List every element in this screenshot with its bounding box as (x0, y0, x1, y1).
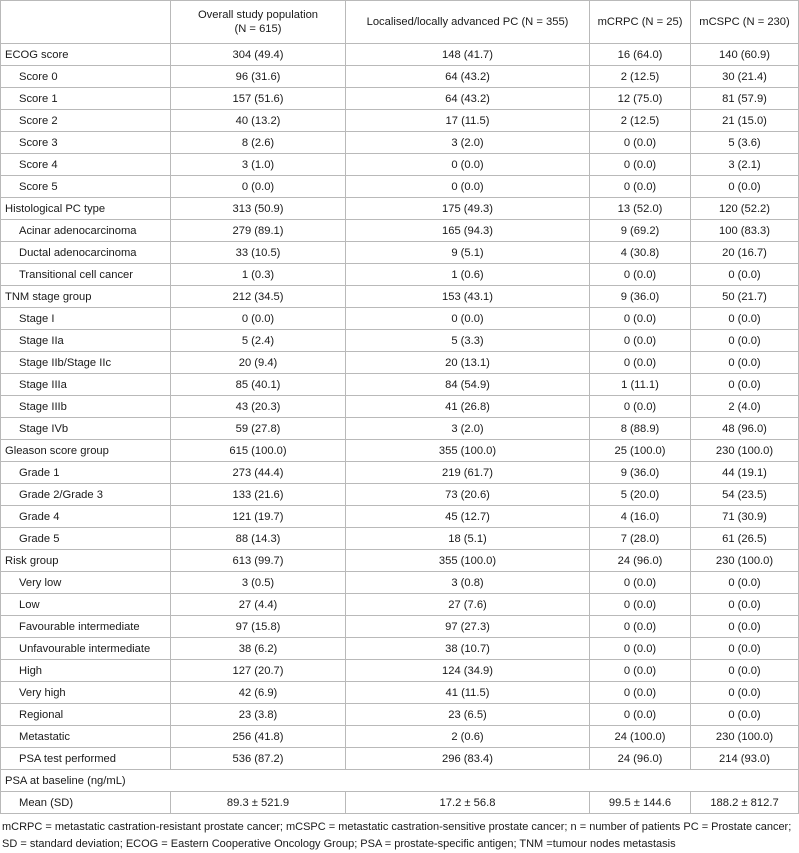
row-value: 42 (6.9) (171, 682, 346, 704)
row-label: Score 0 (1, 66, 171, 88)
row-value: 4 (16.0) (590, 506, 691, 528)
row-value: 0 (0.0) (590, 616, 691, 638)
table-row (1, 440, 799, 462)
table-body (1, 44, 799, 814)
header-mcrpc-label: mCRPC (N = 25) (597, 16, 683, 28)
row-value: 44 (19.1) (691, 462, 799, 484)
row-value: 120 (52.2) (691, 198, 799, 220)
row-label: Score 4 (1, 154, 171, 176)
row-label: Stage IIIb (1, 396, 171, 418)
row-value: 64 (43.2) (346, 66, 590, 88)
row-value: 0 (0.0) (590, 176, 691, 198)
row-label: Acinar adenocarcinoma (1, 220, 171, 242)
table-row (1, 726, 799, 748)
row-value: 0 (0.0) (171, 308, 346, 330)
row-value: 18 (5.1) (346, 528, 590, 550)
header-localised (346, 1, 590, 44)
row-label: TNM stage group (1, 286, 171, 308)
row-label: Score 5 (1, 176, 171, 198)
row-value: 84 (54.9) (346, 374, 590, 396)
row-value: 188.2 ± 812.7 (691, 792, 799, 814)
table-row (1, 704, 799, 726)
row-label: Gleason score group (1, 440, 171, 462)
row-value: 41 (26.8) (346, 396, 590, 418)
row-label: Grade 5 (1, 528, 171, 550)
row-value: 54 (23.5) (691, 484, 799, 506)
row-value: 0 (0.0) (590, 396, 691, 418)
row-value: 0 (0.0) (590, 132, 691, 154)
row-label: Score 1 (1, 88, 171, 110)
row-value: 230 (100.0) (691, 726, 799, 748)
row-label: Score 3 (1, 132, 171, 154)
table-row (1, 462, 799, 484)
row-value: 0 (0.0) (590, 308, 691, 330)
table-header-row (1, 1, 799, 44)
row-value: 13 (52.0) (590, 198, 691, 220)
row-value: 97 (27.3) (346, 616, 590, 638)
row-value: 214 (93.0) (691, 748, 799, 770)
table-row (1, 88, 799, 110)
row-value: 230 (100.0) (691, 440, 799, 462)
row-value: 59 (27.8) (171, 418, 346, 440)
row-label: ECOG score (1, 44, 171, 66)
row-value: 133 (21.6) (171, 484, 346, 506)
row-value: 0 (0.0) (691, 616, 799, 638)
row-label: Grade 4 (1, 506, 171, 528)
row-value: 100 (83.3) (691, 220, 799, 242)
row-value: 355 (100.0) (346, 550, 590, 572)
row-label: Score 2 (1, 110, 171, 132)
row-value: 3 (2.0) (346, 132, 590, 154)
row-value: 615 (100.0) (171, 440, 346, 462)
row-value: 165 (94.3) (346, 220, 590, 242)
row-value: 8 (88.9) (590, 418, 691, 440)
row-value: 2 (12.5) (590, 110, 691, 132)
row-value: 296 (83.4) (346, 748, 590, 770)
header-mcspc-label: mCSPC (N = 230) (699, 16, 790, 28)
table-row (1, 506, 799, 528)
row-value: 3 (0.5) (171, 572, 346, 594)
row-value: 212 (34.5) (171, 286, 346, 308)
row-value: 38 (6.2) (171, 638, 346, 660)
row-value: 3 (0.8) (346, 572, 590, 594)
table-row (1, 176, 799, 198)
table-row (1, 616, 799, 638)
table-row (1, 748, 799, 770)
row-value: 21 (15.0) (691, 110, 799, 132)
row-value: 24 (96.0) (590, 550, 691, 572)
row-value: 0 (0.0) (691, 176, 799, 198)
row-value: 0 (0.0) (590, 154, 691, 176)
row-value: 64 (43.2) (346, 88, 590, 110)
row-value: 43 (20.3) (171, 396, 346, 418)
row-value: 355 (100.0) (346, 440, 590, 462)
row-value: 0 (0.0) (691, 594, 799, 616)
row-label: Unfavourable intermediate (1, 638, 171, 660)
row-value: 0 (0.0) (590, 682, 691, 704)
row-value: 5 (3.3) (346, 330, 590, 352)
row-value: 0 (0.0) (346, 308, 590, 330)
row-value: 256 (41.8) (171, 726, 346, 748)
row-label: Regional (1, 704, 171, 726)
row-value: 230 (100.0) (691, 550, 799, 572)
table-row (1, 418, 799, 440)
row-value: 27 (7.6) (346, 594, 590, 616)
table-row (1, 484, 799, 506)
row-value: 0 (0.0) (590, 594, 691, 616)
row-value: 613 (99.7) (171, 550, 346, 572)
row-value: 0 (0.0) (171, 176, 346, 198)
row-value: 0 (0.0) (590, 572, 691, 594)
row-value: 0 (0.0) (691, 572, 799, 594)
table-footnote: mCRPC = metastatic castration-resistant prostate cancer; mCSPC = metastatic castration-sensitive prostate cancer; n = number of patients PC = Prostate cancer; SD = standard deviation; ECOG = Eastern Cooperative Oncology Group; PSA = prostate-specific antigen; TNM =tumour nodes metastasis (2, 821, 792, 850)
row-value: 219 (61.7) (346, 462, 590, 484)
row-value: 140 (60.9) (691, 44, 799, 66)
row-value: 157 (51.6) (171, 88, 346, 110)
row-value: 0 (0.0) (590, 352, 691, 374)
row-value: 85 (40.1) (171, 374, 346, 396)
row-value: 5 (20.0) (590, 484, 691, 506)
row-value: 0 (0.0) (691, 704, 799, 726)
table-row (1, 594, 799, 616)
row-value: 17 (11.5) (346, 110, 590, 132)
row-value: 153 (43.1) (346, 286, 590, 308)
row-label: Mean (SD) (1, 792, 171, 814)
table-row (1, 286, 799, 308)
row-label: Histological PC type (1, 198, 171, 220)
row-value: 40 (13.2) (171, 110, 346, 132)
row-value: 48 (96.0) (691, 418, 799, 440)
row-value: 3 (2.0) (346, 418, 590, 440)
row-value: 4 (30.8) (590, 242, 691, 264)
row-value: 71 (30.9) (691, 506, 799, 528)
table-row (1, 66, 799, 88)
row-value: 0 (0.0) (691, 352, 799, 374)
row-value: 16 (64.0) (590, 44, 691, 66)
table-row (1, 638, 799, 660)
row-value: 175 (49.3) (346, 198, 590, 220)
row-value: 0 (0.0) (346, 154, 590, 176)
row-value: 7 (28.0) (590, 528, 691, 550)
row-value: 99.5 ± 144.6 (590, 792, 691, 814)
row-value: 0 (0.0) (590, 704, 691, 726)
header-overall (171, 1, 346, 44)
row-value: 0 (0.0) (346, 176, 590, 198)
row-value: 38 (10.7) (346, 638, 590, 660)
row-label: Ductal adenocarcinoma (1, 242, 171, 264)
row-value: 121 (19.7) (171, 506, 346, 528)
row-value: 127 (20.7) (171, 660, 346, 682)
table-row (1, 682, 799, 704)
row-value: 41 (11.5) (346, 682, 590, 704)
header-overall-n: (N = 615) (234, 23, 282, 35)
row-value: 1 (0.3) (171, 264, 346, 286)
row-value: 89.3 ± 521.9 (171, 792, 346, 814)
row-label: Very high (1, 682, 171, 704)
row-value: 73 (20.6) (346, 484, 590, 506)
row-value: 9 (36.0) (590, 286, 691, 308)
row-label: Favourable intermediate (1, 616, 171, 638)
table-row (1, 44, 799, 66)
header-label-col (1, 1, 171, 44)
row-value: 304 (49.4) (171, 44, 346, 66)
row-value: 12 (75.0) (590, 88, 691, 110)
header-mcrpc (590, 1, 691, 44)
row-value: 50 (21.7) (691, 286, 799, 308)
psa-heading: PSA at baseline (ng/mL) (1, 770, 799, 792)
row-value: 0 (0.0) (590, 660, 691, 682)
row-label: High (1, 660, 171, 682)
row-label: Stage I (1, 308, 171, 330)
row-value: 96 (31.6) (171, 66, 346, 88)
row-value: 0 (0.0) (590, 330, 691, 352)
table-row (1, 550, 799, 572)
row-label: Grade 2/Grade 3 (1, 484, 171, 506)
row-value: 1 (0.6) (346, 264, 590, 286)
row-value: 0 (0.0) (691, 638, 799, 660)
row-value: 2 (12.5) (590, 66, 691, 88)
row-label: PSA test performed (1, 748, 171, 770)
row-value: 0 (0.0) (691, 264, 799, 286)
header-localised-label: Localised/locally advanced PC (N = 355) (366, 16, 569, 28)
row-value: 5 (2.4) (171, 330, 346, 352)
row-label: Stage IIb/Stage IIc (1, 352, 171, 374)
row-label: Stage IIa (1, 330, 171, 352)
row-value: 9 (36.0) (590, 462, 691, 484)
row-value: 9 (69.2) (590, 220, 691, 242)
row-value: 88 (14.3) (171, 528, 346, 550)
row-label: Risk group (1, 550, 171, 572)
row-value: 279 (89.1) (171, 220, 346, 242)
row-value: 313 (50.9) (171, 198, 346, 220)
row-value: 2 (0.6) (346, 726, 590, 748)
row-value: 536 (87.2) (171, 748, 346, 770)
row-value: 20 (9.4) (171, 352, 346, 374)
table-row (1, 308, 799, 330)
row-value: 17.2 ± 56.8 (346, 792, 590, 814)
row-label: Stage IVb (1, 418, 171, 440)
table-row (1, 132, 799, 154)
row-label: Low (1, 594, 171, 616)
row-value: 2 (4.0) (691, 396, 799, 418)
table-row (1, 110, 799, 132)
table-row (1, 242, 799, 264)
psa-mean-row (1, 792, 799, 814)
row-value: 0 (0.0) (691, 330, 799, 352)
row-value: 8 (2.6) (171, 132, 346, 154)
row-value: 81 (57.9) (691, 88, 799, 110)
table-row (1, 660, 799, 682)
row-value: 97 (15.8) (171, 616, 346, 638)
row-value: 9 (5.1) (346, 242, 590, 264)
row-value: 0 (0.0) (590, 638, 691, 660)
table-row (1, 154, 799, 176)
row-label: Very low (1, 572, 171, 594)
table-row (1, 396, 799, 418)
table-row (1, 572, 799, 594)
row-label: Metastatic (1, 726, 171, 748)
table-row (1, 374, 799, 396)
row-value: 27 (4.4) (171, 594, 346, 616)
row-value: 3 (2.1) (691, 154, 799, 176)
row-value: 45 (12.7) (346, 506, 590, 528)
table-row (1, 198, 799, 220)
row-value: 61 (26.5) (691, 528, 799, 550)
row-value: 23 (3.8) (171, 704, 346, 726)
row-label: Grade 1 (1, 462, 171, 484)
row-value: 24 (96.0) (590, 748, 691, 770)
table-row (1, 528, 799, 550)
header-overall-label: Overall study population (197, 9, 319, 21)
table-row (1, 330, 799, 352)
row-value: 1 (11.1) (590, 374, 691, 396)
row-value: 30 (21.4) (691, 66, 799, 88)
row-value: 25 (100.0) (590, 440, 691, 462)
row-value: 0 (0.0) (691, 308, 799, 330)
row-value: 0 (0.0) (691, 374, 799, 396)
header-mcspc (691, 1, 799, 44)
row-label: Stage IIIa (1, 374, 171, 396)
table-row (1, 352, 799, 374)
row-value: 0 (0.0) (691, 660, 799, 682)
psa-heading-row (1, 770, 799, 792)
table-row (1, 220, 799, 242)
table-row (1, 264, 799, 286)
row-value: 23 (6.5) (346, 704, 590, 726)
row-label: Transitional cell cancer (1, 264, 171, 286)
row-value: 3 (1.0) (171, 154, 346, 176)
row-value: 20 (13.1) (346, 352, 590, 374)
row-value: 20 (16.7) (691, 242, 799, 264)
row-value: 5 (3.6) (691, 132, 799, 154)
row-value: 0 (0.0) (590, 264, 691, 286)
row-value: 33 (10.5) (171, 242, 346, 264)
row-value: 0 (0.0) (691, 682, 799, 704)
row-value: 148 (41.7) (346, 44, 590, 66)
row-value: 124 (34.9) (346, 660, 590, 682)
row-value: 273 (44.4) (171, 462, 346, 484)
row-value: 24 (100.0) (590, 726, 691, 748)
